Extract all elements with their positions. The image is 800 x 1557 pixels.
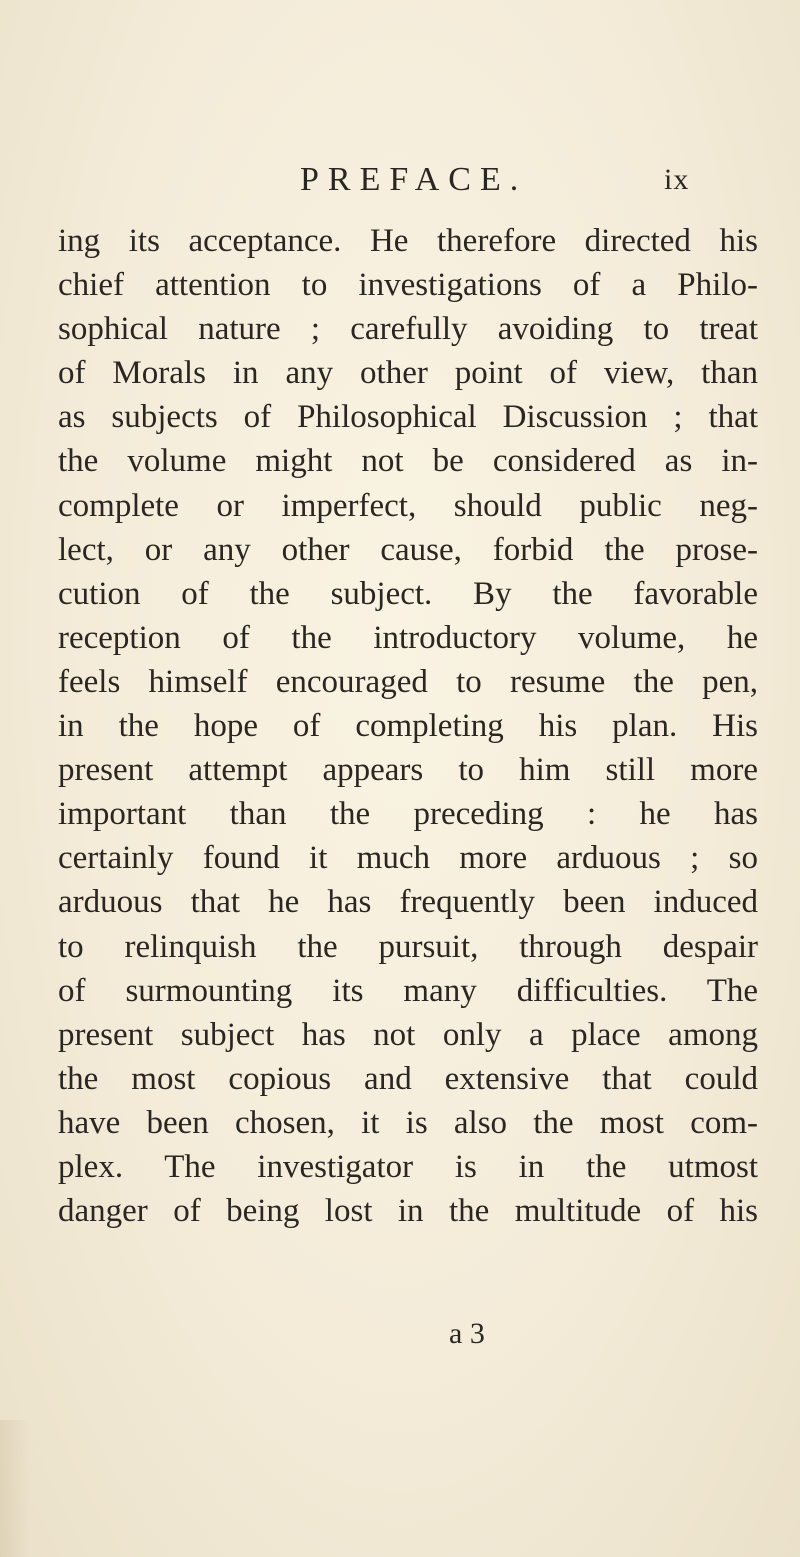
text-line: plex. The investigator is in the utmost	[58, 1148, 758, 1185]
text-line: in the hope of completing his plan. His	[58, 708, 758, 745]
text-line: certainly found it much more arduous ; so	[58, 840, 758, 877]
text-line: have been chosen, it is also the most com-	[58, 1104, 758, 1141]
text-line: arduous that he has frequently been induced	[58, 884, 758, 921]
page-number: ix	[664, 163, 690, 196]
running-head: PREFACE.	[300, 161, 528, 198]
text-line: sophical nature ; carefully avoiding to treat	[58, 311, 758, 348]
text-line: complete or imperfect, should public neg-	[58, 487, 758, 524]
text-line: to relinquish the pursuit, through despair	[58, 928, 758, 965]
text-line: the most copious and extensive that could	[58, 1060, 758, 1097]
text-line: danger of being lost in the multitude of his	[58, 1193, 758, 1230]
text-line: of Morals in any other point of view, than	[58, 355, 758, 392]
text-line: chief attention to investigations of a Philo-	[58, 267, 758, 304]
text-line: present subject has not only a place among	[58, 1016, 758, 1053]
text-line: present attempt appears to him still more	[58, 752, 758, 789]
text-line: cution of the subject. By the favorable	[58, 575, 758, 612]
page-edge-shading	[0, 1420, 30, 1557]
text-line: feels himself encouraged to resume the pen,	[58, 663, 758, 700]
page-header	[300, 160, 700, 200]
text-line: reception of the introductory volume, he	[58, 619, 758, 656]
text-line: as subjects of Philosophical Discussion ; that	[58, 399, 758, 436]
signature-mark: a 3	[449, 1317, 485, 1350]
text-line: of surmounting its many difficulties. The	[58, 972, 758, 1009]
text-line: important than the preceding : he has	[58, 796, 758, 833]
text-line: lect, or any other cause, forbid the prose-	[58, 531, 758, 568]
text-line: ing its acceptance. He therefore directed his	[58, 223, 758, 259]
text-line: the volume might not be considered as in-	[58, 443, 758, 480]
body-text	[58, 219, 758, 1233]
